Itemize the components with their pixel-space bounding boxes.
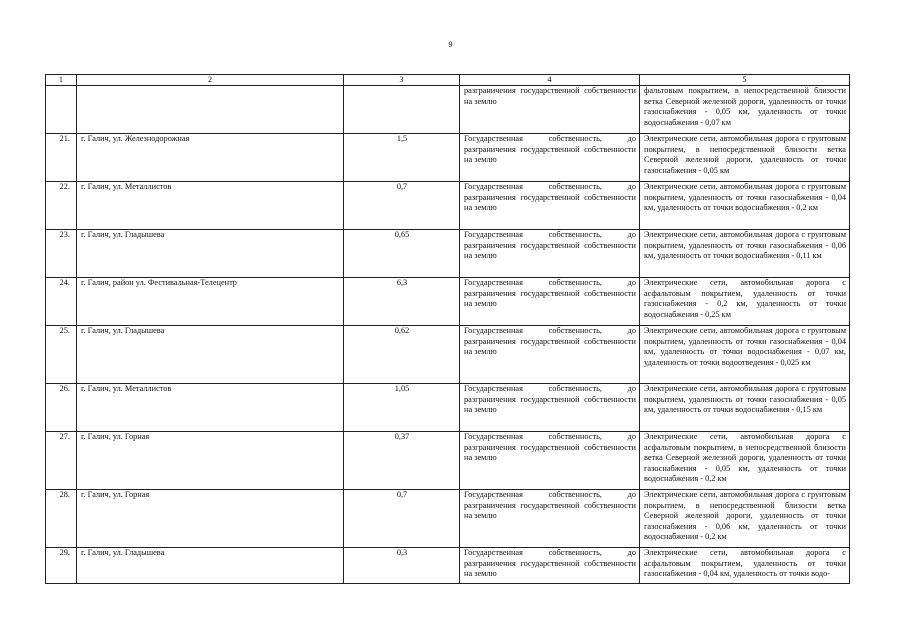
ownership-cell: Государственная собственность, до разграничения государственной собственности на землю <box>460 230 640 278</box>
row-number: 23. <box>46 230 77 278</box>
table-row <box>46 384 850 432</box>
ownership-cell: разграничения государственной собственности на землю <box>460 86 640 134</box>
address-cell: г. Галич, ул. Гладышева <box>77 326 344 384</box>
table-row <box>46 278 850 326</box>
table-row <box>46 134 850 182</box>
infrastructure-cell: Электрические сети, автомобильная дорога с асфальтовым покрытием, в непосредственной близости ветка Северной железной дороги, удаленность от точки газоснабжения - 0,05 км, удаленность от точки водоснабжения - 0,2 км <box>640 432 850 490</box>
area-cell: 1,5 <box>344 134 460 182</box>
area-cell: 0,62 <box>344 326 460 384</box>
area-cell: 0,3 <box>344 548 460 584</box>
area-cell: 1,05 <box>344 384 460 432</box>
land-plots-table <box>45 74 850 584</box>
row-number: 27. <box>46 432 77 490</box>
table-row <box>46 182 850 230</box>
area-cell: 6,3 <box>344 278 460 326</box>
row-number: 28. <box>46 490 77 548</box>
area-cell: 0,7 <box>344 490 460 548</box>
table-row <box>46 230 850 278</box>
address-cell: г. Галич, ул. Горная <box>77 432 344 490</box>
address-cell: г. Галич, район ул. Фестивальная-Телецентр <box>77 278 344 326</box>
address-cell: г. Галич, ул. Железнодорожная <box>77 134 344 182</box>
header-cell: 5 <box>640 75 850 86</box>
ownership-cell: Государственная собственность, до разграничения государственной собственности на землю <box>460 490 640 548</box>
row-number: 22. <box>46 182 77 230</box>
table-row <box>46 490 850 548</box>
infrastructure-cell: Электрические сети, автомобильная дорога с асфальтовым покрытием, удаленность от точки газоснабжения - 0,04 км, удаленность от точки водо- <box>640 548 850 584</box>
area-cell: 0,7 <box>344 182 460 230</box>
row-number: 29. <box>46 548 77 584</box>
infrastructure-cell: Электрические сети, автомобильная дорога с грунтовым покрытием, в непосредственной близости ветка Северной железной дороги, удаленность от точки газоснабжения - 0,06 км, удаленность от точки водоснабжения - 0,2 км <box>640 490 850 548</box>
infrastructure-cell: Электрические сети, автомобильная дорога с грунтовым покрытием, удаленность от точки газоснабжения - 0,05 км, удаленность от точки водоснабжения - 0,15 км <box>640 384 850 432</box>
area-cell: 0,37 <box>344 432 460 490</box>
address-cell: г. Галич, ул. Гладышева <box>77 230 344 278</box>
address-cell: г. Галич, ул. Металлистов <box>77 182 344 230</box>
row-number <box>46 86 77 134</box>
table-row <box>46 548 850 584</box>
header-cell: 2 <box>77 75 344 86</box>
page-number: 9 <box>448 40 453 49</box>
address-cell: г. Галич, ул. Гладышева <box>77 548 344 584</box>
infrastructure-cell: Электрические сети, автомобильная дорога с асфальтовым покрытием, удаленность от точки газоснабжения - 0,2 км, удаленность от точки водоснабжения - 0,25 км <box>640 278 850 326</box>
address-cell <box>77 86 344 134</box>
table-row <box>46 86 850 134</box>
table-row <box>46 432 850 490</box>
area-cell: 0,65 <box>344 230 460 278</box>
infrastructure-cell: Электрические сети, автомобильная дорога с грунтовым покрытием, удаленность от точки газоснабжения - 0,06 км, удаленность от точки водоснабжения - 0,11 км <box>640 230 850 278</box>
ownership-cell: Государственная собственность, до разграничения государственной собственности на землю <box>460 548 640 584</box>
ownership-cell: Государственная собственность, до разграничения государственной собственности на землю <box>460 326 640 384</box>
infrastructure-cell: Электрические сети, автомобильная дорога с грунтовым покрытием, удаленность от точки газоснабжения - 0,04 км, удаленность от точки водоснабжения - 0,07 км, удаленность от точки водоотведения - 0,025 км <box>640 326 850 384</box>
row-number: 21. <box>46 134 77 182</box>
ownership-cell: Государственная собственность, до разграничения государственной собственности на землю <box>460 182 640 230</box>
address-cell: г. Галич, ул. Металлистов <box>77 384 344 432</box>
area-cell <box>344 86 460 134</box>
infrastructure-cell: фальтовым покрытием, в непосредственной близости ветка Северной железной дороги, удаленность от точки газоснабжения - 0,05 км, удаленность от точки водоснабжения - 0,07 км <box>640 86 850 134</box>
address-cell: г. Галич, ул. Горная <box>77 490 344 548</box>
infrastructure-cell: Электрические сети, автомобильная дорога с грунтовым покрытием, в непосредственной близости ветка Северной железной дороги, удаленность от точки газоснабжения - 0,05 км <box>640 134 850 182</box>
header-cell: 3 <box>344 75 460 86</box>
table-row <box>46 326 850 384</box>
table-header-row <box>46 75 850 86</box>
infrastructure-cell: Электрические сети, автомобильная дорога с грунтовым покрытием, удаленность от точки газоснабжения - 0,04 км, удаленность от точки водоснабжения - 0,2 км <box>640 182 850 230</box>
ownership-cell: Государственная собственность, до разграничения государственной собственности на землю <box>460 432 640 490</box>
row-number: 25. <box>46 326 77 384</box>
ownership-cell: Государственная собственность, до разграничения государственной собственности на землю <box>460 134 640 182</box>
header-cell: 4 <box>460 75 640 86</box>
row-number: 24. <box>46 278 77 326</box>
header-cell: 1 <box>46 75 77 86</box>
ownership-cell: Государственная собственность, до разграничения государственной собственности на землю <box>460 384 640 432</box>
row-number: 26. <box>46 384 77 432</box>
ownership-cell: Государственная собственность, до разграничения государственной собственности на землю <box>460 278 640 326</box>
